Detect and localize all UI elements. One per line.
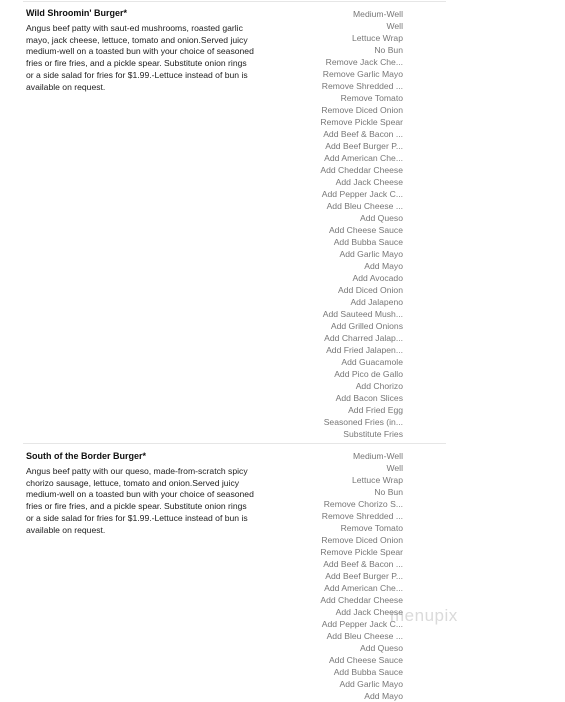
option-item[interactable]: Remove Pickle Spear [320,117,403,127]
item-title: Wild Shroomin' Burger* [26,8,128,18]
option-item[interactable]: Remove Tomato [340,523,403,533]
option-item[interactable]: Remove Shredded ... [321,81,403,91]
option-item[interactable]: Lettuce Wrap [352,33,403,43]
menu-item [23,443,446,702]
option-item[interactable]: Add Beef Burger P... [325,571,403,581]
option-item[interactable]: Add Grilled Onions [330,321,403,331]
option-item[interactable]: Lettuce Wrap [352,475,403,485]
option-item[interactable]: Remove Jack Che... [325,57,403,67]
option-item[interactable]: Add Beef & Bacon ... [323,129,403,139]
option-item[interactable]: Add Pico de Gallo [334,369,403,379]
option-item[interactable]: Add Garlic Mayo [339,249,403,259]
option-item[interactable]: Remove Garlic Mayo [322,69,403,79]
option-item[interactable]: Well [386,21,403,31]
option-item[interactable]: Add Jalapeno [350,297,403,307]
option-item[interactable]: Remove Diced Onion [321,105,403,115]
option-item[interactable]: Add Jack Cheese [335,607,403,617]
option-item[interactable]: Remove Chorizo S... [323,499,403,509]
option-item[interactable]: Add Sauteed Mush... [322,309,403,319]
option-list [305,450,403,702]
option-item[interactable]: Add Garlic Mayo [339,679,403,689]
option-item[interactable]: Add Chorizo [355,381,403,391]
option-item[interactable]: Add American Che... [324,583,403,593]
option-item[interactable]: Remove Shredded ... [321,511,403,521]
option-item[interactable]: Remove Pickle Spear [320,547,403,557]
item-divider [23,1,446,2]
option-list [305,8,403,440]
option-item[interactable]: No Bun [374,487,403,497]
option-item[interactable]: Add Pepper Jack C... [321,619,403,629]
option-item[interactable]: Add American Che... [324,153,403,163]
option-item[interactable]: Add Avocado [352,273,403,283]
option-item[interactable]: Add Charred Jalap... [324,333,403,343]
option-item[interactable]: Add Diced Onion [338,285,403,295]
option-item[interactable]: Medium-Well [353,451,403,461]
option-item[interactable]: Add Cheese Sauce [328,225,403,235]
menu-item [23,0,446,440]
option-item[interactable]: Seasoned Fries (in... [323,417,403,427]
option-item[interactable]: No Bun [374,45,403,55]
item-title: South of the Border Burger* [26,451,147,461]
item-divider [23,443,446,444]
option-item[interactable]: Substitute Fries [343,429,403,439]
option-item[interactable]: Add Cheddar Cheese [320,595,403,605]
option-item[interactable]: Add Guacamole [341,357,403,367]
option-item[interactable]: Add Fried Jalapen... [326,345,403,355]
option-item[interactable]: Add Jack Cheese [335,177,403,187]
option-item[interactable]: Medium-Well [353,9,403,19]
option-item[interactable]: Add Bleu Cheese ... [326,201,403,211]
option-item[interactable]: Add Cheese Sauce [328,655,403,665]
option-item[interactable]: Add Queso [360,643,403,653]
option-item[interactable]: Remove Tomato [340,93,403,103]
option-item[interactable]: Add Queso [360,213,403,223]
option-item[interactable]: Add Beef & Bacon ... [323,559,403,569]
option-item[interactable]: Add Pepper Jack C... [321,189,403,199]
option-item[interactable]: Well [386,463,403,473]
option-item[interactable]: Add Bleu Cheese ... [326,631,403,641]
option-item[interactable]: Add Beef Burger P... [325,141,403,151]
item-description: Angus beef patty with our queso, made-from-scratch spicy chorizo sausage, lettuce, tomato and onion.Served juicy medium-well on a toasted bun with your choice of seasoned fries or fire fries, and a pickle spear. Substitute onion rings or a side salad for fries for $1.99.-Lettuce instead of bun is available on request. [26,466,254,535]
option-item[interactable]: Add Mayo [364,691,403,701]
option-item[interactable]: Add Bacon Slices [335,393,403,403]
option-item[interactable]: Add Mayo [364,261,403,271]
watermark-logo: menupix [390,606,458,625]
item-description: Angus beef patty with saut-ed mushrooms, roasted garlic mayo, jack cheese, lettuce, tomato and onion.Served juicy medium-well on a toasted bun with your choice of seasoned fries or fire fries, and a pickle spear. Substitute onion rings or a side salad for fries for $1.99.-Lettuce instead of bun is available on request. [26,23,254,92]
option-item[interactable]: Remove Diced Onion [321,535,403,545]
option-item[interactable]: Add Cheddar Cheese [320,165,403,175]
option-item[interactable]: Add Bubba Sauce [333,237,403,247]
option-item[interactable]: Add Fried Egg [348,405,403,415]
option-item[interactable]: Add Bubba Sauce [333,667,403,677]
